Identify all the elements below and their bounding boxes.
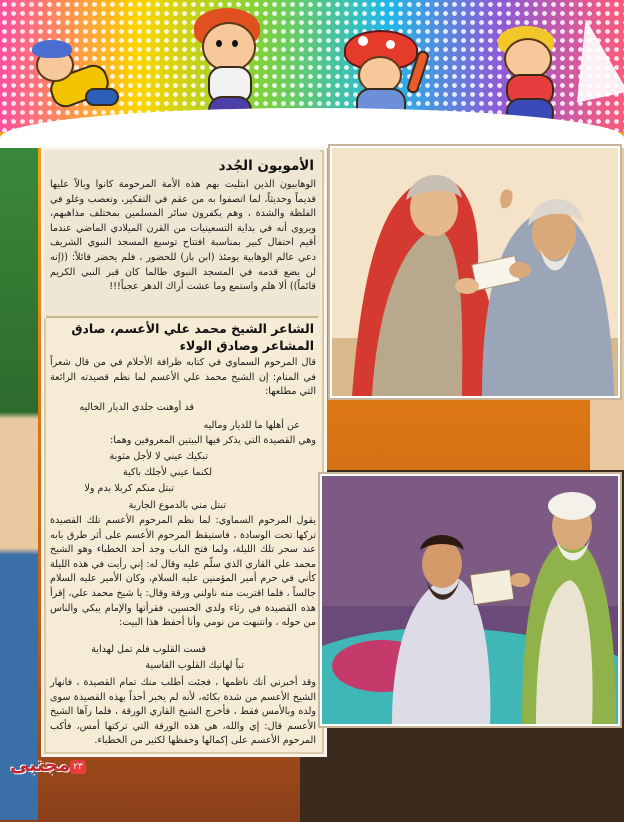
verse-line: تبتل مني بالدموع الجارية: [128, 500, 226, 511]
cartoon-boy-falling: [30, 30, 120, 110]
illustration-letter-handover: [332, 148, 618, 396]
left-decor-stripe: [0, 140, 38, 820]
illustration-dream-reading: [322, 476, 618, 724]
verse-line: قد أوهنت جلدي الديار الخاليه: [79, 402, 194, 413]
article1-title: الأمويون الجُدد: [218, 158, 314, 174]
article2-conclusion: وقد أخبرني أنك ناظمها ، فجئت أطلب منك تمام القصيدة ، فانهار الشيخ الأعسم من شدة بكائه، لأنه لم يخبر أحداً بهذه القصيدة سوى ولده وبالأمس فقط ، فأخرج الشيخ القاري الورقة ، فلما رآها الشيخ الأعسم قال: إي والله، هي هذه الورقة التي تركتها أمس، فأكب المرحوم الأعسم على إكمالها وحفظها لكثير من الخطباء.: [50, 677, 316, 747]
article2-body: يقول المرحوم السماوي: لما نظم المرحوم الأعسم تلك القصيدة تركها تحت الوسادة ، فاستيقظ المرحوم الأعسم على أثر طرق بابه عند سحر تلك الليلة، ولما فتح الباب وجد أحد الخطباء وهو الشيخ محمد علي القاري الذي سلّم عليه وقال له: إني رأيت في هذه الليلة كأني في حرم أمير المؤمنين عليه السلام، وكان الأمير عليه السلام جالساً ، فلما اقتربت منه ناولني ورقة وقال: يا شيخ محمد علي، إقرأ هذه القصيدة في رثاء ولدي الحسين، فقرأتها والإمام يبكي والناس من حوله ، وانتبهت من نومي وأنا أحفظ هذا البيت:: [50, 515, 316, 629]
verse-line: قست القلوب فلم تمل لهداية: [91, 644, 206, 655]
verse-line: لكنما عيني لأجلك باكية: [122, 467, 212, 478]
verse-line: عن أهلها ما للديار وماليه: [203, 420, 300, 431]
article2-middle: وهي القصيدة التي يذكر فيها البيتين المعروفين وهما:: [110, 435, 316, 446]
magazine-logo: مجتبى: [10, 754, 71, 776]
page-number: ٢٣: [70, 760, 86, 774]
article1-body: الوهابيون الذين ابتليت بهم هذه الأمة المرحومة كانوا وبالاً عليها قديماً وحديثاً، لما اتصفوا به من عقم في التفكير، وتعصب وغلو في الفلظة والشدة ، وهم يكفرون سائر المسلمين بمختلف مذاهبهم، ويروى أنه في بداية التسعينيات من القرن الميلادي الماضي عندما أقيم احتفال كبير بمناسبة افتتاح توسيع المسجد النبوي الشريف دعي عالم الوهابية يومئذ (ابن باز) للحضور ، فلم يحضر قائلاً: ((إنه لن يضع قدمه في المسجد النبوي طالما كان قبر النبي الكريم قائماً)) ألا هلم واستمع وما عشت أراك الدهر عجباً!!!: [50, 179, 316, 293]
verse-line: تباً لهاتيك القلوب القاسية: [145, 660, 244, 671]
section-divider: [46, 316, 318, 318]
article2-title: الشاعر الشيخ محمد علي الأعسم، صادق المشاعر وصادق الولاء: [71, 321, 314, 353]
verse-line: تبكيك عيني لا لأجل مثوبة: [109, 451, 208, 462]
article2-intro: قال المرحوم السماوي في كتابه ظرافة الأحلام في من قال شعراً في المنام: إن الشيخ محمد علي الأعسم لما نظم قصيدته الرائعة التي مطلعها:: [50, 357, 316, 398]
verse-line: تبتل منكم كربلا بدم ولا: [84, 483, 174, 494]
